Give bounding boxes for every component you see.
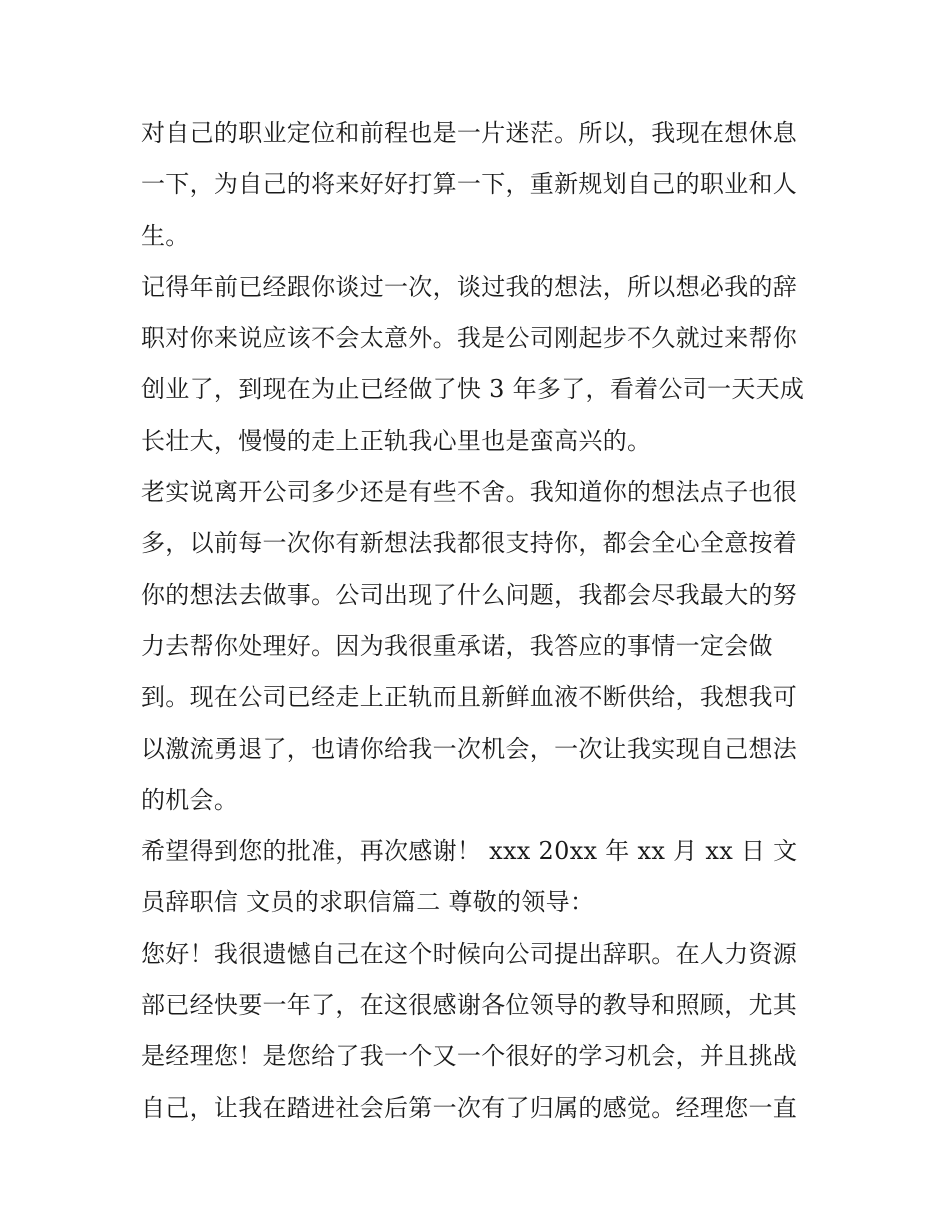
document-body bbox=[141, 108, 821, 1134]
paragraph-reluctance: 老实说离开公司多少还是有些不舍。我知道你的想法点子也很多，以前每一次你有新想法我都很支持你，都会全心全意按着你的想法去做事。公司出现了什么问题，我都会尽我最大的努力去帮你处理好。因为我很重承诺，我答应的事情一定会做到。现在公司已经走上正轨而且新鲜血液不断供给，我想我可以激流勇退了，也请你给我一次机会，一次让我实现自己想法的机会。 bbox=[141, 478, 798, 814]
paragraph-previous-discussion: 记得年前已经跟你谈过一次，谈过我的想法，所以想必我的辞职对你来说应该不会太意外。我是公司刚起步不久就过来帮你创业了，到现在为止已经做了快 3 年多了，看着公司一天天成长壮大，慢慢的走上正轨我心里也是蛮高兴的。 bbox=[141, 272, 805, 455]
paragraph-second-letter: 您好！我很遗憾自己在这个时候向公司提出辞职。在人力资源部已经快要一年了，在这很感谢各位领导的教导和照顾，尤其是经理您！是您给了我一个又一个很好的学习机会，并且挑战自己，让我在踏进社会后第一次有了归属的感觉。经理您一直 bbox=[141, 939, 798, 1122]
paragraph-closing-and-heading: 希望得到您的批准，再次感谢！ xxx 20xx 年 xx 月 xx 日 文员辞职信 文员的求职信篇二 尊敬的领导： bbox=[141, 837, 798, 917]
paragraph-career-uncertainty: 对自己的职业定位和前程也是一片迷茫。所以，我现在想休息一下，为自己的将来好好打算一下，重新规划自己的职业和人生。 bbox=[141, 119, 798, 250]
